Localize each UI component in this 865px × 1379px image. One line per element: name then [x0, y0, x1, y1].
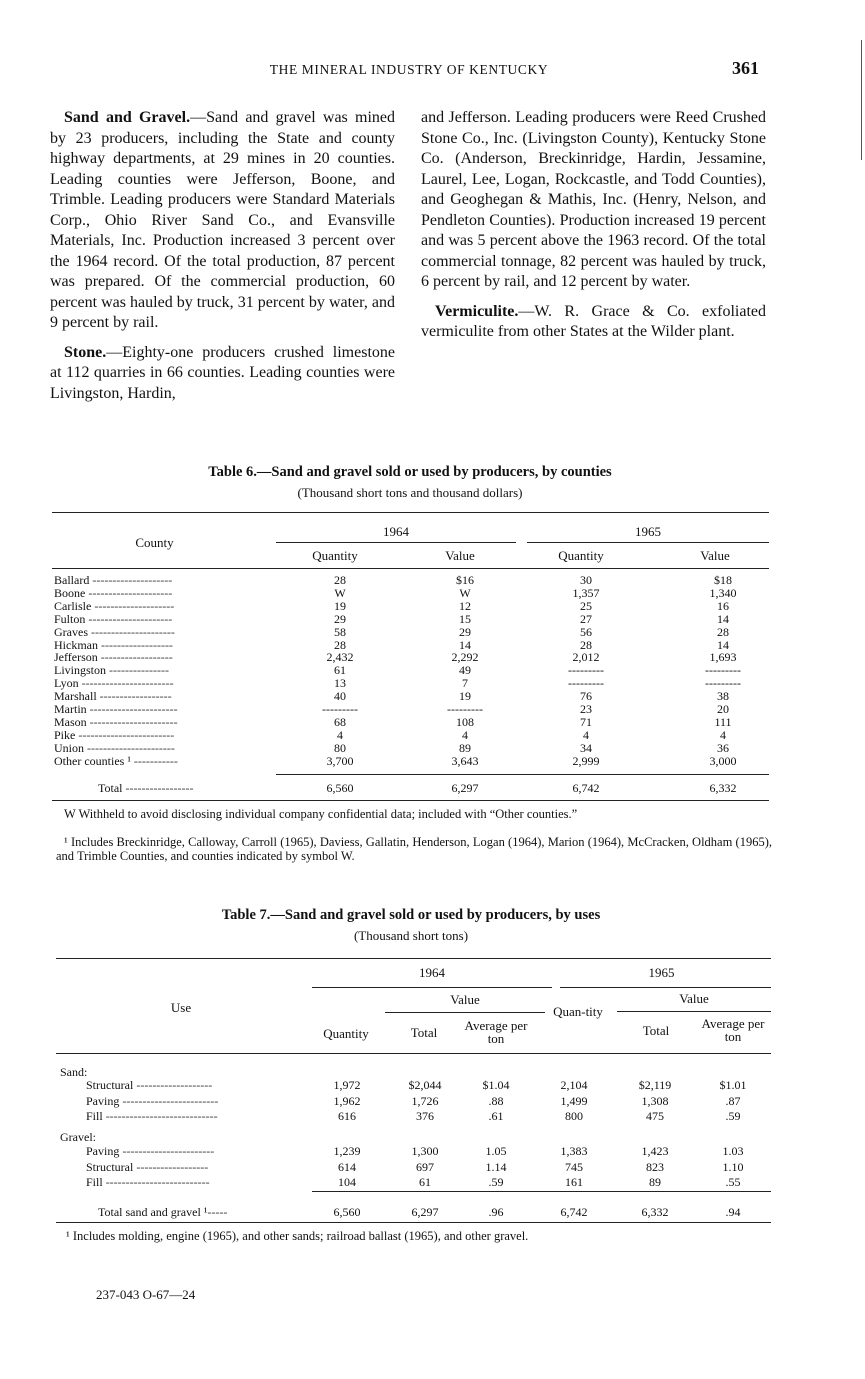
- county-name: Carlisle: [54, 598, 92, 613]
- county-name: Boone: [54, 585, 86, 600]
- table6-quantity65-header: Quantity: [558, 548, 604, 563]
- table7-header-rule: [56, 1053, 771, 1054]
- value-1964: 14: [459, 637, 471, 652]
- table-row: [54, 755, 769, 768]
- quantity-1964: 104: [338, 1175, 356, 1189]
- quantity-1964: 2,432: [326, 650, 354, 665]
- value-1965: 36: [717, 740, 729, 755]
- running-header: THE MINERAL INDUSTRY OF KENTUCKY: [269, 62, 549, 77]
- total-value-1964: $2,044: [408, 1078, 442, 1092]
- quantity-1965: 161: [565, 1175, 583, 1189]
- table7-gravel-group: Gravel:: [60, 1130, 96, 1144]
- average-per-ton-1964: .88: [488, 1093, 504, 1108]
- quantity-1965: 1,357: [572, 585, 600, 600]
- quantity-1965: 23: [580, 702, 592, 716]
- vermiculite-paragraph: [421, 302, 766, 343]
- leader-dots: --------------------------: [105, 1175, 210, 1189]
- quantity-1965: 34: [580, 740, 592, 755]
- leader-dots: ------------------: [100, 650, 173, 665]
- average-per-ton-1965: 1.03: [722, 1144, 744, 1158]
- quantity-1964: 58: [334, 624, 346, 639]
- total-value-1965: 1,423: [641, 1144, 669, 1158]
- value-1964: 3,643: [451, 753, 479, 768]
- leader-dots: -----------: [133, 753, 178, 768]
- quantity-1965: 1,383: [560, 1144, 588, 1158]
- table6-subtitle: (Thousand short tons and thousand dollars): [297, 485, 523, 500]
- stone-heading: Stone.: [64, 343, 107, 361]
- county-name: Union: [54, 740, 84, 755]
- quantity-1965: 800: [565, 1109, 583, 1123]
- county-name: Livingston: [54, 663, 107, 678]
- quantity-1965: 2,999: [572, 753, 600, 768]
- table7-total-label: Total sand and gravel ¹: [98, 1205, 208, 1219]
- average-per-ton-1964: 1.14: [485, 1159, 507, 1174]
- use-name: Paving: [86, 1144, 120, 1158]
- stone-text: —Eighty-one producers crushed limestone at 112 quarries in 66 counties. Leading counties were Livingston, Hardin,: [50, 343, 395, 402]
- use-name: Fill: [86, 1109, 103, 1123]
- quantity-1965: 71: [580, 714, 592, 729]
- total-value-1965: $2,119: [638, 1078, 672, 1092]
- use-name: Paving: [86, 1093, 120, 1108]
- total-value-1965: 1,308: [641, 1093, 669, 1108]
- table6-total-row: [54, 782, 769, 796]
- table-row: [60, 1095, 771, 1108]
- table7-use-header: Use: [170, 1000, 192, 1015]
- county-name: Other counties ¹: [54, 753, 131, 768]
- table7-year1-header: 1964: [419, 965, 445, 980]
- table-row: [60, 1145, 771, 1158]
- table6-title: Table 6.—Sand and gravel sold or used by producers, by counties: [208, 464, 612, 480]
- table7-value65-rule: [617, 1011, 771, 1012]
- table6-year1-header: 1964: [383, 524, 409, 539]
- quantity-1964: W: [334, 585, 346, 600]
- value-1964: 15: [459, 611, 471, 626]
- table6-year2-header: 1965: [635, 524, 661, 539]
- value-1965: $18: [714, 573, 732, 587]
- value-1965: ---------: [705, 663, 741, 678]
- quantity-1965: 30: [580, 573, 592, 587]
- value-1965: 38: [717, 689, 729, 704]
- leader-dots: ----------------------------: [105, 1109, 218, 1123]
- table6-total-label: Total: [98, 781, 123, 795]
- quantity-1964: 19: [334, 598, 346, 613]
- table7-year2-header: 1965: [648, 965, 675, 980]
- table7-total-q65: 6,742: [560, 1205, 588, 1219]
- quantity-1964: 1,972: [333, 1078, 361, 1092]
- quantity-1964: ---------: [322, 702, 358, 716]
- value-1965: 3,000: [709, 753, 737, 768]
- vermiculite-heading: Vermiculite.: [435, 302, 519, 320]
- value-1964: ---------: [447, 702, 483, 716]
- leader-dots: ---------------: [109, 663, 169, 678]
- county-name: Jefferson: [54, 650, 98, 665]
- table7-year2-rule: [560, 987, 771, 988]
- total-value-1965: 89: [649, 1175, 661, 1189]
- quantity-1964: 29: [334, 611, 346, 626]
- table7-quantity65-header: Quan-tity: [553, 1004, 603, 1019]
- table7-total-t64: 6,297: [411, 1205, 439, 1219]
- table6-note-w: W Withheld to avoid disclosing individual company confidential data; included with “Other counties.”: [64, 807, 578, 821]
- value-1964: 7: [462, 676, 468, 691]
- quantity-1965: 28: [580, 637, 592, 652]
- county-name: Fulton: [54, 611, 86, 626]
- leader-dots: -------------------: [136, 1078, 213, 1092]
- quantity-1964: 80: [334, 740, 346, 755]
- quantity-1964: 28: [334, 637, 346, 652]
- average-per-ton-1964: 1.05: [485, 1144, 507, 1158]
- leader-dots: -----: [207, 1205, 228, 1219]
- value-1964: W: [459, 585, 471, 600]
- total-value-1964: 376: [416, 1109, 434, 1123]
- quantity-1964: 4: [337, 727, 343, 742]
- table6-bottom-rule: [52, 800, 769, 801]
- value-1965: 1,693: [709, 650, 737, 665]
- quantity-1964: 61: [334, 663, 346, 678]
- table6-total-v65: 6,332: [709, 781, 737, 795]
- leader-dots: -----------------: [125, 781, 194, 795]
- page-edge-line: [861, 40, 862, 160]
- table6-county-header: County: [135, 535, 174, 550]
- sand-gravel-paragraph: [50, 108, 395, 334]
- table7-avg65-header: Average per ton: [701, 1016, 765, 1044]
- table6-note-1: ¹ Includes Breckinridge, Calloway, Carroll (1965), Daviess, Gallatin, Henderson, Logan (1964), Marion (1964), McCracken, Oldham (1965), and Trimble Counties, and counties indicated by symbol W.: [56, 835, 772, 863]
- quantity-1965: ---------: [568, 663, 604, 678]
- total-value-1964: 1,300: [411, 1144, 439, 1158]
- leader-dots: ------------------: [136, 1159, 209, 1174]
- county-name: Lyon: [54, 676, 79, 691]
- quantity-1965: 56: [580, 624, 592, 639]
- table7-total-a65: .94: [725, 1205, 741, 1219]
- county-name: Hickman: [54, 637, 98, 652]
- table-row: [60, 1161, 771, 1174]
- table7-note-1: ¹ Includes molding, engine (1965), and other sands; railroad ballast (1965), and other gravel.: [66, 1229, 529, 1243]
- table6-header-rule: [52, 568, 769, 569]
- use-name: Structural: [86, 1078, 134, 1092]
- county-name: Ballard: [54, 573, 90, 587]
- value-1965: 4: [720, 727, 726, 742]
- average-per-ton-1965: .55: [725, 1175, 741, 1189]
- county-name: Martin: [54, 702, 87, 716]
- table6-top-rule: [52, 512, 769, 513]
- county-name: Pike: [54, 727, 76, 742]
- value-1964: 108: [456, 714, 474, 729]
- quantity-1965: 745: [565, 1159, 583, 1174]
- value-1964: $16: [456, 573, 474, 587]
- quantity-1964: 1,962: [333, 1093, 361, 1108]
- leader-dots: ---------------------: [88, 585, 173, 600]
- table6-value64-header: Value: [445, 548, 475, 563]
- total-value-1965: 475: [646, 1109, 664, 1123]
- table6-year1-rule: [276, 542, 516, 543]
- quantity-1965: 1,499: [560, 1093, 588, 1108]
- use-name: Structural: [86, 1159, 134, 1174]
- leader-dots: ----------------------: [87, 740, 175, 755]
- value-1965: 16: [717, 598, 729, 613]
- value-1965: 14: [717, 611, 729, 626]
- table6-total-v64: 6,297: [451, 781, 479, 795]
- average-per-ton-1965: .59: [725, 1109, 741, 1123]
- table7-sand-group: Sand:: [60, 1065, 88, 1079]
- value-1964: 49: [459, 663, 471, 678]
- value-1965: 20: [717, 702, 729, 716]
- leader-dots: ---------------------: [88, 611, 173, 626]
- leader-dots: ----------------------: [89, 714, 178, 729]
- stone-paragraph: [50, 343, 395, 405]
- sand-gravel-text: —Sand and gravel was mined by 23 producers, including the State and county highway departments, at 29 mines in 20 counties. Leading counties were Jefferson, Boone, and Trimble. Leading producers were Standard Materials Corp., Ohio River Sand Co., and Evansville Materials, Inc. Production increased 3 percent over the 1964 record. Of the total production, 87 percent was prepared. Of the commercial production, 60 percent was hauled by truck, 31 percent by water, and 9 percent by rail.: [50, 109, 395, 331]
- table6-total-q65: 6,742: [572, 781, 600, 795]
- quantity-1964: 40: [334, 689, 346, 704]
- quantity-1964: 28: [334, 573, 346, 587]
- value-1964: 2,292: [451, 650, 479, 665]
- leader-dots: --------------------: [94, 598, 175, 613]
- total-value-1964: 1,726: [411, 1093, 439, 1108]
- value-1964: 89: [459, 740, 471, 755]
- value-1965: 1,340: [709, 585, 737, 600]
- value-1965: ---------: [705, 676, 741, 691]
- quantity-1964: 1,239: [333, 1144, 361, 1158]
- table7-value64-header: Value: [450, 992, 480, 1007]
- page-number: 361: [732, 58, 759, 78]
- table6-quantity64-header: Quantity: [312, 548, 358, 563]
- sand-gravel-heading: Sand and Gravel.: [64, 109, 191, 126]
- table7-top-rule: [56, 958, 771, 959]
- total-value-1964: 61: [419, 1175, 431, 1189]
- table7-total65-header: Total: [642, 1023, 670, 1038]
- leader-dots: ---------------------: [90, 624, 175, 639]
- table7-value65-header: Value: [679, 991, 709, 1006]
- use-name: Fill: [86, 1175, 103, 1189]
- value-1964: 19: [459, 689, 471, 704]
- leader-dots: -----------------------: [122, 1144, 215, 1158]
- county-name: Marshall: [54, 689, 97, 704]
- quantity-1965: 76: [580, 689, 592, 704]
- value-1965: 14: [717, 637, 729, 652]
- average-per-ton-1964: .59: [488, 1175, 504, 1189]
- quantity-1965: 4: [583, 727, 589, 742]
- table6-year2-rule: [527, 542, 769, 543]
- quantity-1964: 616: [338, 1109, 356, 1123]
- table7-body: [60, 1065, 771, 1189]
- table7-caption: [0, 907, 822, 944]
- average-per-ton-1964: $1.04: [482, 1078, 510, 1092]
- quantity-1964: 13: [334, 676, 346, 691]
- quantity-1965: ---------: [568, 676, 604, 691]
- total-value-1965: 823: [646, 1159, 664, 1174]
- table6-value65-header: Value: [700, 548, 730, 563]
- table-row: [60, 1176, 771, 1189]
- table-row: [60, 1079, 771, 1092]
- table7-bottom-rule: [56, 1222, 771, 1223]
- leader-dots: ------------------------: [122, 1093, 219, 1108]
- leader-dots: ----------------------: [89, 702, 178, 716]
- leader-dots: ------------------: [101, 637, 173, 652]
- leader-dots: -----------------------: [81, 676, 174, 691]
- table6-caption: [0, 464, 820, 501]
- table7-value64-rule: [385, 1012, 545, 1013]
- value-1965: 111: [714, 714, 732, 729]
- leader-dots: ------------------: [99, 689, 172, 704]
- quantity-1965: 25: [580, 598, 592, 613]
- average-per-ton-1965: $1.01: [719, 1078, 747, 1092]
- quantity-1965: 2,104: [560, 1078, 588, 1092]
- value-1965: 28: [717, 624, 729, 639]
- left-column: [50, 108, 395, 413]
- table6-total-rule: [276, 774, 769, 775]
- average-per-ton-1964: .61: [488, 1109, 504, 1123]
- quantity-1964: 614: [338, 1159, 356, 1174]
- quantity-1965: 27: [580, 611, 592, 626]
- county-name: Mason: [54, 714, 87, 729]
- county-name: Graves: [54, 624, 88, 639]
- value-1964: 12: [459, 598, 471, 613]
- total-value-1964: 697: [416, 1159, 434, 1174]
- table-row: [60, 1110, 771, 1123]
- average-per-ton-1965: .87: [725, 1093, 741, 1108]
- vermiculite-text: —W. R. Grace & Co. exfoliated vermiculite from other States at the Wilder plant.: [421, 302, 766, 340]
- table6-body: [54, 574, 769, 774]
- right-column: [421, 108, 766, 352]
- table7-total-row: [60, 1206, 771, 1220]
- table7-total-a64: .96: [488, 1205, 504, 1219]
- average-per-ton-1965: 1.10: [722, 1159, 744, 1174]
- value-1964: 29: [459, 624, 471, 639]
- quantity-1965: 2,012: [572, 650, 600, 665]
- table7-year1-rule: [312, 987, 552, 988]
- table7-total-rule: [312, 1191, 771, 1192]
- table7-avg64-header: Average per ton: [464, 1018, 528, 1046]
- quantity-1964: 3,700: [326, 753, 354, 768]
- table7-subtitle: (Thousand short tons): [353, 928, 469, 943]
- leader-dots: ------------------------: [78, 727, 175, 742]
- value-1964: 4: [462, 727, 468, 742]
- table7-quantity64-header: Quantity: [323, 1026, 369, 1041]
- print-code: 237-043 O-67—24: [96, 1287, 196, 1302]
- table7-total-t65: 6,332: [641, 1205, 669, 1219]
- leader-dots: --------------------: [92, 573, 173, 587]
- table7-title: Table 7.—Sand and gravel sold or used by producers, by uses: [221, 907, 601, 923]
- table7-total64-header: Total: [410, 1025, 438, 1040]
- stone-continued: and Jefferson. Leading producers were Reed Crushed Stone Co., Inc. (Livingston County), Kentucky Stone Co. (Anderson, Breckinridge, Hardin, Jessamine, Laurel, Lee, Logan, Rockcastle, and Todd Counties), and Geoghegan & Mathis, Inc. (Henry, Nelson, and Pendleton Counties). Production increased 19 percent and was 5 percent above the 1963 record. Of the total commercial tonnage, 82 percent was hauled by truck, 6 percent by rail, and 12 percent by water.: [421, 109, 766, 290]
- table7-total-q64: 6,560: [333, 1205, 361, 1219]
- quantity-1964: 68: [334, 714, 346, 729]
- table6-total-q64: 6,560: [326, 781, 354, 795]
